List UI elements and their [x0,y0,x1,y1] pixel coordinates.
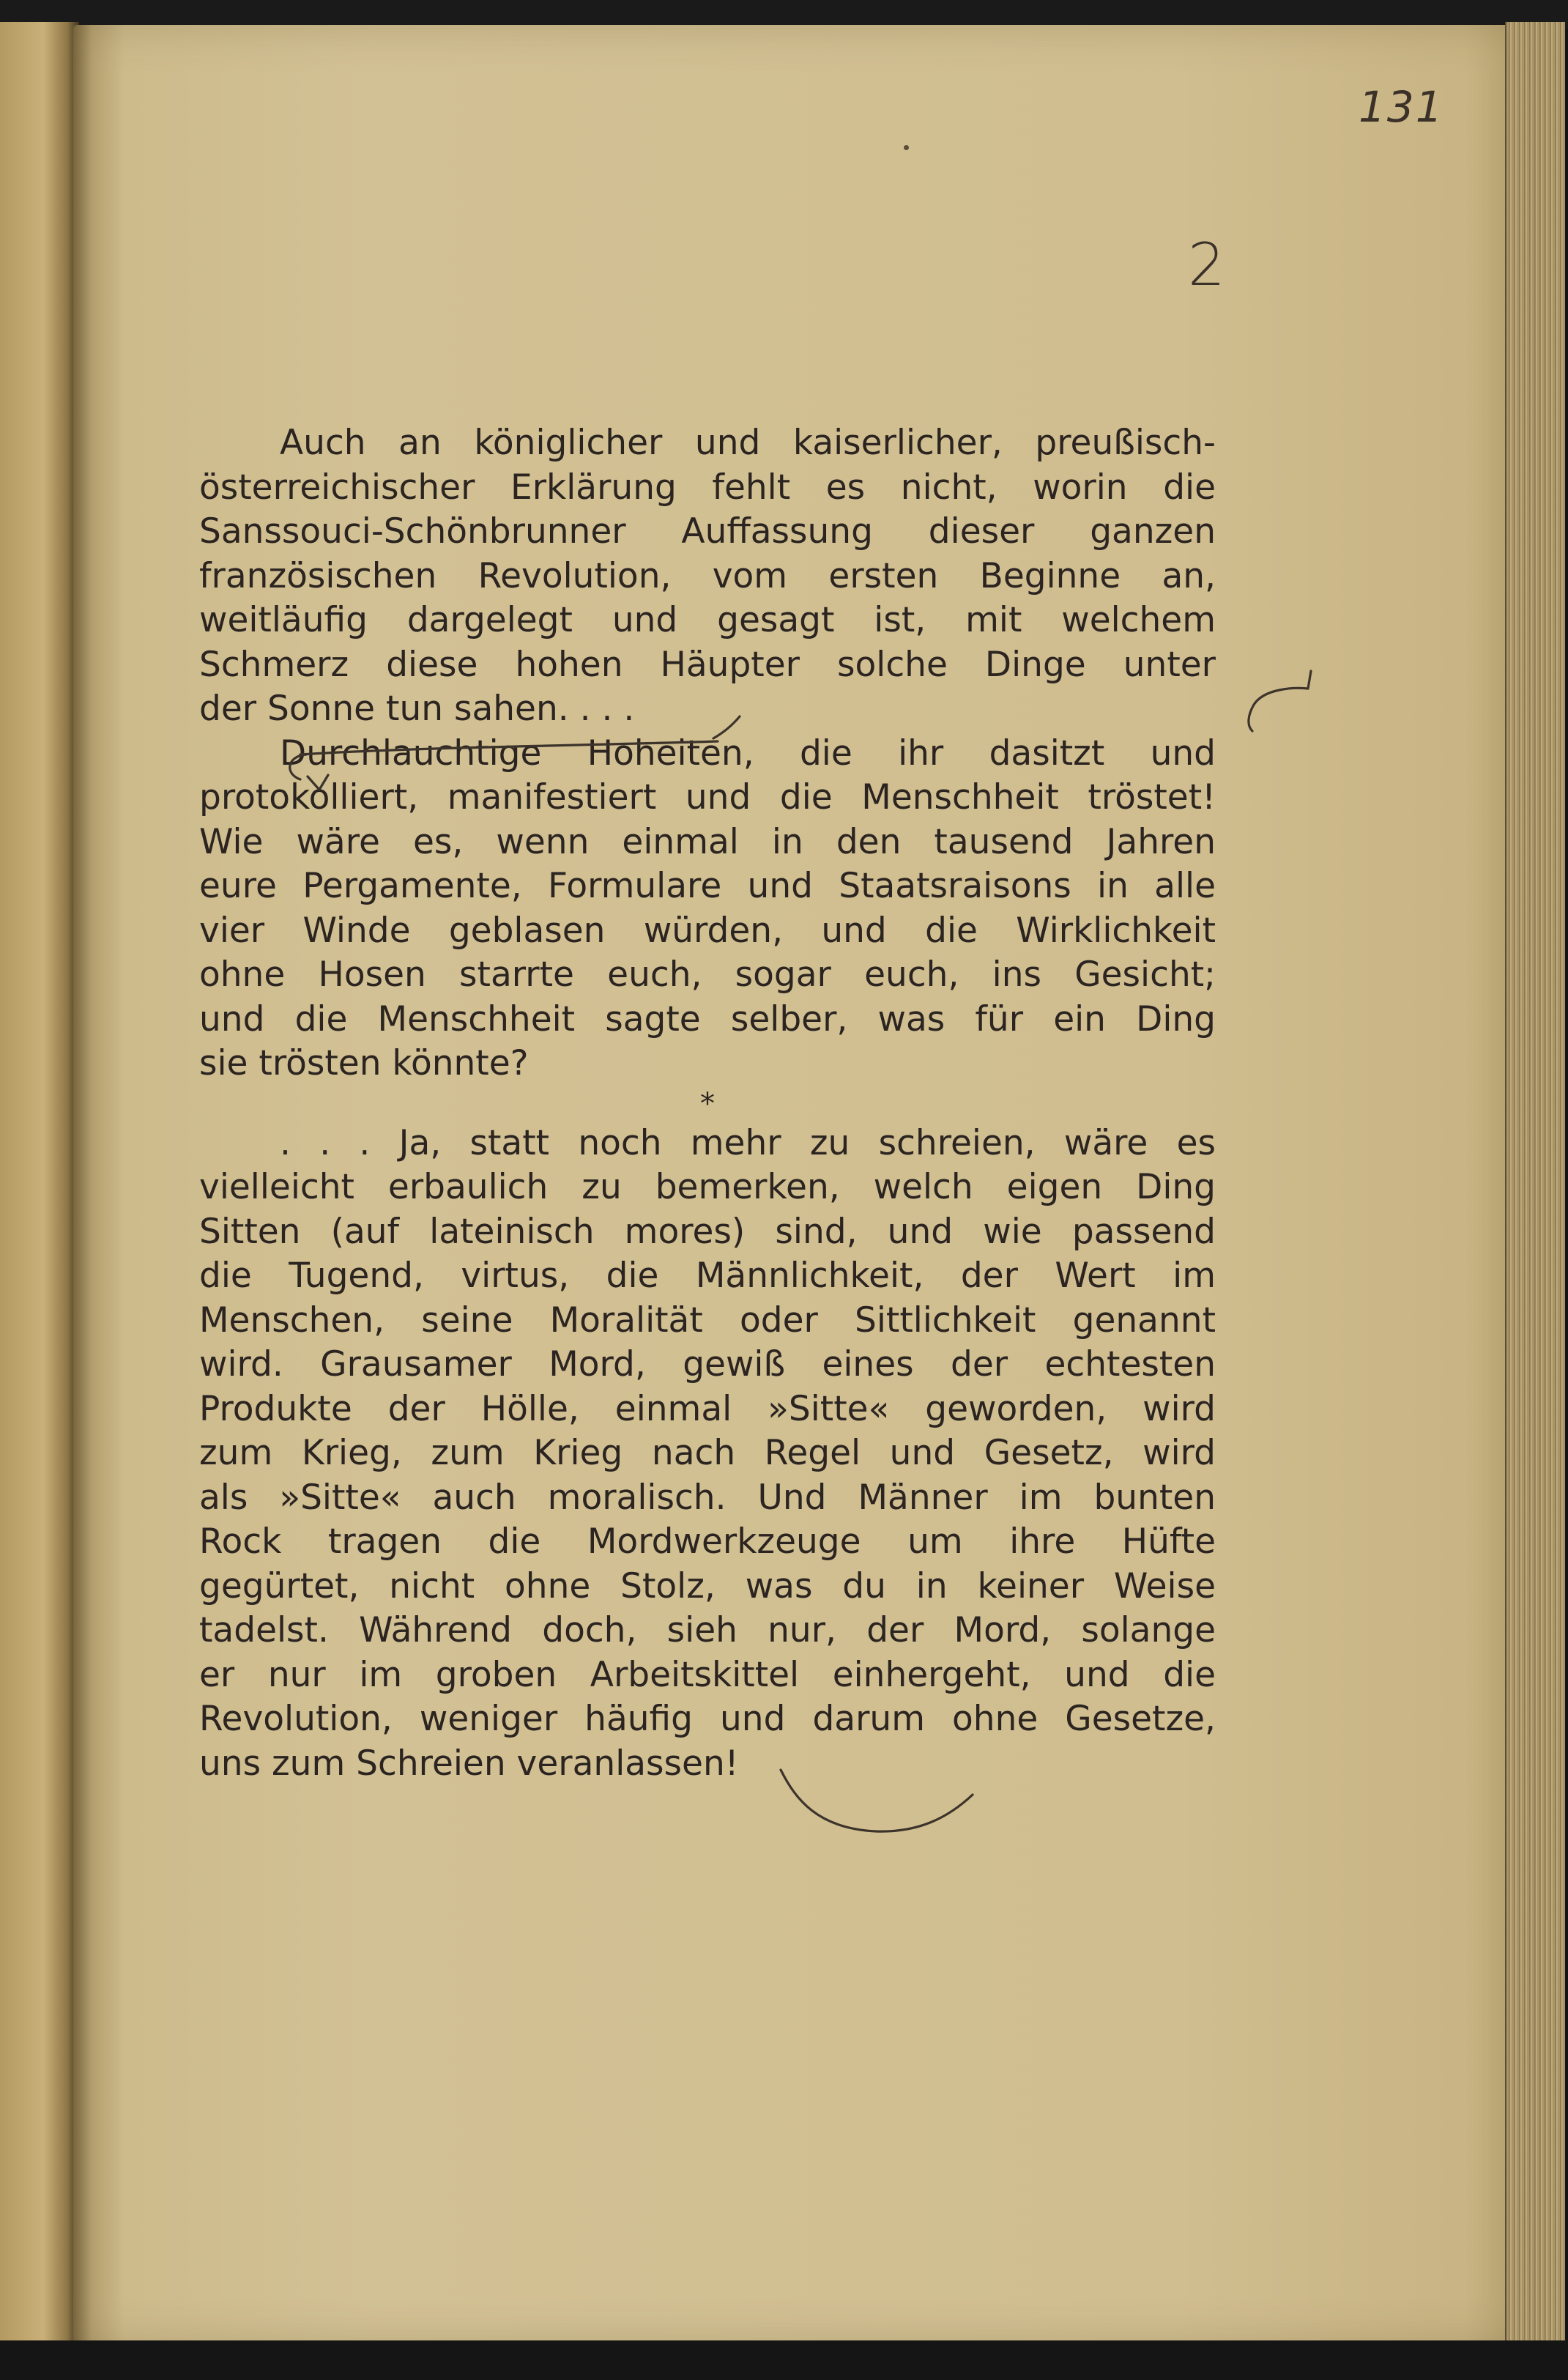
text-line: Sitten (auf lateinisch mores) sind, und wie passend [199,1211,1216,1252]
pencil-margin-curve [1249,671,1311,731]
paragraph-1 [199,421,1216,732]
pencil-margin-hook [1235,659,1323,740]
section-separator: * [700,1086,715,1121]
text-line: uns zum Schreien veranlassen! [199,1743,739,1784]
text-line: österreichischer Erklärung fehlt es nicht, worin die [199,467,1216,508]
text-line: eure Pergamente, Formulare und Staatsraisons in alle [199,866,1216,906]
text-line: protokolliert, manifestiert und die Menschheit tröstet! [199,777,1216,818]
text-line: sie trösten könnte? [199,1043,529,1083]
page-number: 131 [1359,82,1444,132]
text-line: der Sonne tun sahen. . . . [199,689,635,729]
paper-speck [904,145,909,150]
text-line: Rock tragen die Mordwerkzeuge um ihre Hüfte [199,1521,1216,1562]
text-line: wird. Grausamer Mord, gewiß eines der echtesten [199,1344,1216,1384]
text-line: . . . Ja, statt noch mehr zu schreien, wäre es [280,1122,1216,1163]
text-line: er nur im groben Arbeitskittel einhergeht, und die [199,1654,1216,1695]
text-line: gegürtet, nicht ohne Stolz, was du in keiner Weise [199,1565,1216,1606]
facing-page-edge [0,22,79,2348]
page-stack-edges [1505,22,1565,2348]
pencil-bracket-mark [271,703,798,806]
text-line: Wie wäre es, wenn einmal in den tausend Jahren [199,821,1216,862]
paragraph-3 [199,1122,1216,1787]
text-line: Revolution, weniger häufig und darum ohne Gesetze, [199,1699,1216,1739]
text-line: vier Winde geblasen würden, und die Wirklichkeit [199,910,1216,951]
text-line: Durchlauchtige Hoheiten, die ihr dasitzt und [280,733,1216,774]
section-mark: 2 [1188,231,1225,299]
text-line: vielleicht erbaulich zu bemerken, welch eigen Ding [199,1167,1216,1207]
text-line: Menschen, seine Moralität oder Sittlichkeit genannt [199,1300,1216,1341]
text-line: Auch an königlicher und kaiserlicher, preußisch- [280,423,1216,463]
pencil-underline-stroke [300,741,718,755]
text-line: tadelst. Während doch, sieh nur, der Mord, solange [199,1610,1216,1650]
text-line: zum Krieg, zum Krieg nach Regel und Gesetz, wird [199,1433,1216,1473]
pencil-check-stroke [308,775,328,790]
text-line: Sanssouci-Schönbrunner Auffassung dieser ganzen [199,511,1216,552]
body-text [199,421,1216,1786]
text-line: Produkte der Hölle, einmal »Sitte« geworden, wird [199,1388,1216,1429]
text-line: ohne Hosen starrte euch, sogar euch, ins Gesicht; [199,954,1216,995]
text-line: die Tugend, virtus, die Männlichkeit, der Wert im [199,1256,1216,1296]
text-line: französischen Revolution, vom ersten Beginne an, [199,555,1216,596]
scan-border-bottom [0,2340,1568,2380]
text-line: und die Menschheit sagte selber, was für ein Ding [199,998,1216,1039]
text-line: weitläufig dargelegt und gesagt ist, mit welchem [199,600,1216,640]
pencil-close-hook [713,716,740,738]
pencil-open-bracket [290,755,306,779]
text-line: als »Sitte« auch moralisch. Und Männer im bunten [199,1477,1216,1518]
pencil-end-curve [781,1770,973,1831]
text-line: Schmerz diese hohen Häupter solche Dinge unter [199,644,1216,685]
pencil-end-bracket [773,1755,986,1843]
